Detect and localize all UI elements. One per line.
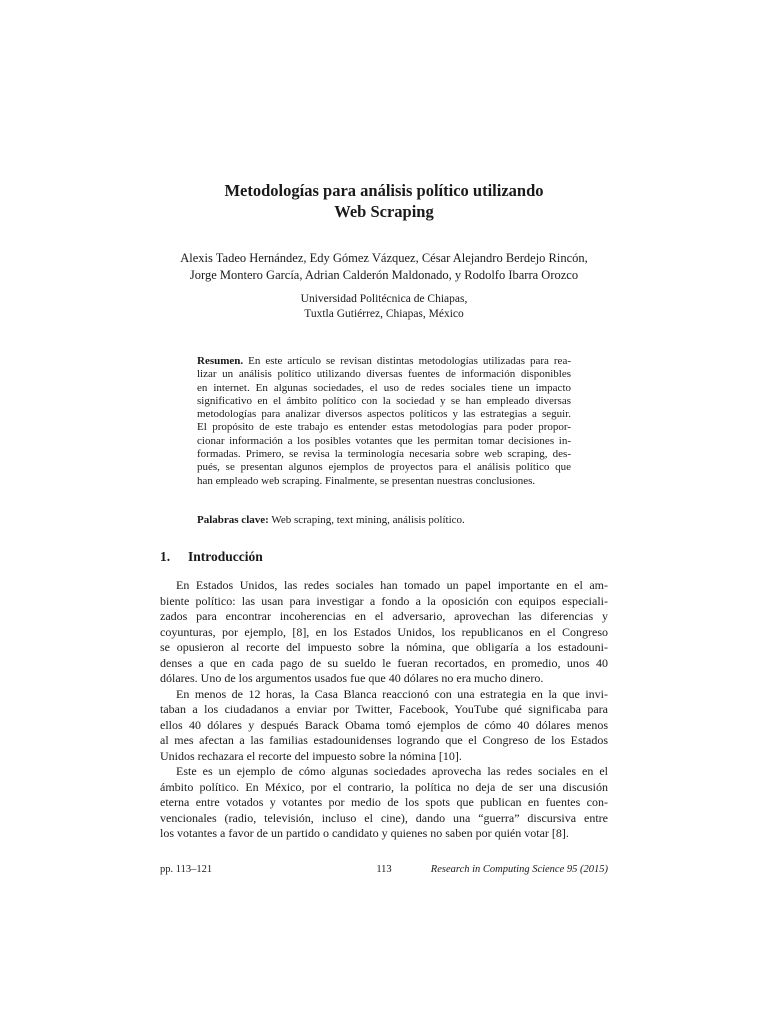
body-line: zados para encontrar incoherencias en el adversario, aprovechan las diferencias y (160, 609, 608, 623)
affiliation-line-2: Tuxtla Gutiérrez, Chiapas, México (304, 308, 464, 320)
body-text (160, 578, 608, 842)
body-line: dólares. Uno de los argumentos usados fue que 40 dólares no era mucho dinero. (160, 671, 544, 685)
abstract-line: metodologías para analizar diversos aspectos políticos y las estrategias a seguir. (197, 408, 571, 421)
abstract-line: han empleado web scraping. Finalmente, se presentan nuestras conclusiones. (197, 474, 536, 487)
page-footer (160, 862, 608, 878)
footer-journal: Research in Computing Science 95 (2015) (430, 864, 608, 875)
affiliation-line-1: Universidad Politécnica de Chiapas, (300, 293, 468, 305)
section-number: 1. (160, 549, 171, 564)
body-line: ellos 40 dólares y después Barack Obama tomó ejemplos de cómo 40 dólares menos (160, 717, 608, 732)
body-line: eterna entre votados y votantes por medio de los spots que publican en fuentes con- (160, 795, 608, 809)
footer-page-range: pp. 113–121 (160, 864, 213, 875)
section-heading (160, 548, 263, 566)
body-line: coyunturas, por ejemplo, [8], en los Estados Unidos, los republicanos en el Congreso (160, 624, 608, 639)
abstract-line: en internet. En algunas sociedades, el uso de redes sociales tiene un impacto (197, 381, 571, 394)
keywords-label: Palabras clave: (197, 514, 269, 526)
body-line: se opusieron al recorte del impuesto sobre la nómina, que obligaría a los estadouni- (160, 640, 608, 654)
keywords (197, 513, 571, 527)
paper-title (0, 180, 768, 222)
body-line: En menos de 12 horas, la Casa Blanca reaccionó con una estrategia en la que invi- (176, 686, 608, 701)
footer-page-number: 113 (376, 864, 392, 875)
abstract-line: El propósito de este trabajo es entender estas metodologías para poder propor- (197, 421, 571, 434)
body-line: En Estados Unidos, las redes sociales han tomado un papel importante en el am- (176, 578, 608, 592)
title-line-1: Metodologías para análisis político utilizando (224, 181, 544, 200)
abstract-line: lizar un análisis político utilizando diversas fuentes de información disponibles (197, 368, 571, 381)
body-line: denses a que en cada pago de su sueldo le fueran recortados, en promedio, unos 40 (160, 655, 608, 670)
body-line: ámbito político. En México, por el contrario, la política no deja de ser una discusión (160, 779, 608, 794)
abstract-label: Resumen. (197, 355, 244, 367)
abstract-line (197, 355, 571, 368)
abstract-line: formadas. Primero, se revisa la terminología necesaria sobre web scraping, des- (197, 448, 571, 461)
body-line: los votantes a favor de un partido o candidato y quienes no saben por quién votar [8]. (160, 826, 569, 840)
abstract-line: significativo en el ámbito político con la sociedad y se han empleado diversas (197, 394, 571, 407)
section-title: Introducción (188, 549, 263, 564)
body-line: vencionales (radio, televisión, incluso el cine), dando una “guerra” discursiva entre (160, 810, 608, 825)
abstract-line: pués, se presentan algunos ejemplos de proyectos para el análisis político que (197, 461, 571, 474)
body-line: taban a los ciudadanos a enviar por Twitter, Facebook, YouTube qué significaba para (160, 702, 608, 716)
authors-line-2: Jorge Montero García, Adrian Calderón Maldonado, y Rodolfo Ibarra Orozco (189, 268, 579, 282)
abstract (197, 355, 571, 488)
abstract-line: cionar información a los posibles votantes que les permitan tomar decisiones in- (197, 434, 571, 447)
authors-line-1: Alexis Tadeo Hernández, Edy Gómez Vázquez, César Alejandro Berdejo Rincón, (180, 251, 588, 265)
affiliation (0, 292, 768, 322)
title-line-2: Web Scraping (334, 202, 434, 221)
body-line: al mes afectan a las familias estadounidenses logrando que el Congreso de los Estados (160, 733, 608, 747)
abstract-line-text: En este artículo se revisan distintas metodologías utilizadas para rea- (243, 355, 571, 367)
body-line: biente político: las usan para investigar a fondo a la oposición con equipos especiali- (160, 593, 608, 608)
author-list (0, 250, 768, 284)
body-line: Unidos rechazara el recorte del impuesto sobre la nómina [10]. (160, 748, 462, 763)
keywords-text: Web scraping, text mining, análisis político. (268, 514, 465, 526)
body-line: Este es un ejemplo de cómo algunas sociedades aprovecha las redes sociales en el (176, 764, 608, 778)
